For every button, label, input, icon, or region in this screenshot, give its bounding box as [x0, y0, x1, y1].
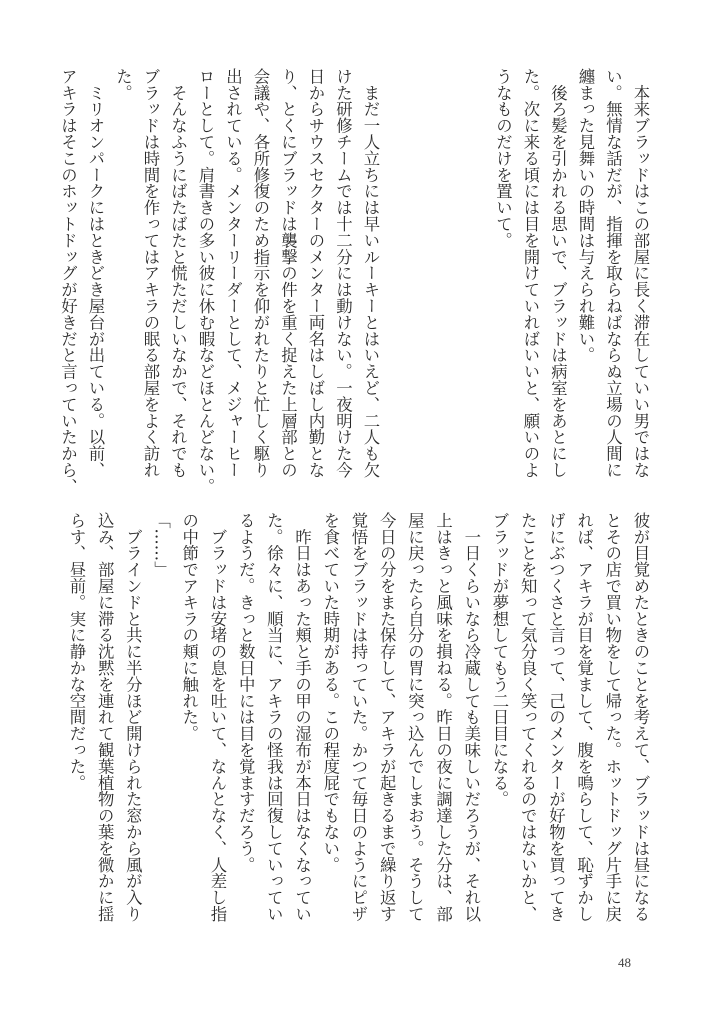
text-line: ブラッドが夢想してもう二日目になる。 [489, 512, 509, 808]
text-block-bottom [62, 512, 654, 942]
text-block-top-left [54, 68, 384, 498]
text-line: ブラインドと共に半分ほど開けられた窓から風が入り [123, 512, 143, 922]
text-line: た。次に来る頃には目を開けていればいいと、願いのよ [521, 68, 540, 478]
text-line: アキラはそこのホットドッグが好きだと言っていたから、 [58, 68, 78, 495]
text-line: けた研修チームでは十二分には動けない。一夜明けた今 [333, 68, 353, 478]
text-line: 今日の分をまた保存して、アキラが起きるまで繰り返す [377, 512, 397, 922]
text-line: 上はきっと風味を損ねる。昨日の夜に調達した分は、部 [433, 512, 453, 922]
text-line: 出されている。メンターリーダーとして、メジャーヒー [223, 68, 243, 478]
text-line: 彼が目覚めたときのことを考えて、ブラッドは昼になる [631, 512, 650, 922]
text-line: い。無情な話だが、指揮を取らねばならぬ立場の人間に [603, 68, 623, 478]
text-line: れば、アキラが目を覚まして、腹を鳴らして、恥ずかし [574, 512, 594, 922]
text-line: た。徐々に、順当に、アキラの怪我は回復していってい [264, 512, 284, 922]
text-line: 覚悟をブラッドは持っていた。かつて毎日のようにピザ [348, 512, 368, 922]
text-line: 纏まった見舞いの時間は与えられ難い。 [576, 68, 595, 364]
text-line: の中節でアキラの頬に触れた。 [179, 512, 199, 742]
text-line: 会議や、各所修復のため指示を仰がれたりと忙しく駆り [251, 68, 270, 478]
text-line: り、とくにブラッドは襲撃の件を重く捉えた上層部との [278, 68, 298, 478]
text-block-top-right [489, 68, 654, 498]
text-line: た。 [113, 68, 133, 101]
text-line: 後ろ髪を引かれる思いで、ブラッドは病室をあとにし [548, 68, 568, 478]
text-line: ブラッドは時間を作ってはアキラの眠る部屋をよく訪れ [141, 68, 160, 478]
text-line: ブラッドは安堵の息を吐いて、なんとなく、人差し指 [207, 512, 227, 922]
text-line: 屋に戻ったら自分の胃に突っ込んでしまおう。そうして [405, 512, 425, 922]
page-number: 48 [618, 955, 631, 970]
text-line: 日からサウスセクターのメンター両名はしばし内勤とな [306, 68, 325, 478]
text-line: まだ一人立ちには早いルーキーとはいえど、二人も欠 [361, 68, 380, 478]
text-line: 「……」 [151, 512, 171, 578]
text-line: を食べていた時期がある。この程度屁でもない。 [320, 512, 340, 873]
text-line: うなものだけを置いて。 [493, 68, 513, 249]
text-line: そんなふうにばたばたと慌ただしいなかで、それでも [168, 68, 188, 478]
text-line: とその店で買い物をして帰った。ホットドッグ片手に戻 [602, 512, 622, 922]
text-line: ミリオンパークにはときどき屋台が出ている。以前、 [86, 68, 105, 478]
text-line: ローとして。肩書きの多い彼に休む暇などほとんどない。 [196, 68, 215, 495]
text-line: 本来ブラッドはこの部屋に長く滞在していい男ではな [631, 68, 650, 478]
text-line: 込み、部屋に滞る沈黙を連れて観葉植物の葉を微かに揺 [95, 512, 115, 922]
text-line: げにぶつくさと言って、己のメンターが好物を買ってき [546, 512, 566, 922]
text-line: たことを知って気分良く笑ってくれるのではないかと、 [518, 512, 538, 922]
text-line: 昨日はあった頬と手の甲の湿布が本日はなくなってい [292, 512, 312, 922]
text-line: るようだ。きっと数日中には目を覚ますだろう。 [236, 512, 256, 873]
text-line: らす、昼前。実に静かな空間だった。 [66, 512, 86, 791]
text-line: 一日くらいなら冷蔵しても美味しいだろうが、それ以 [461, 512, 481, 922]
